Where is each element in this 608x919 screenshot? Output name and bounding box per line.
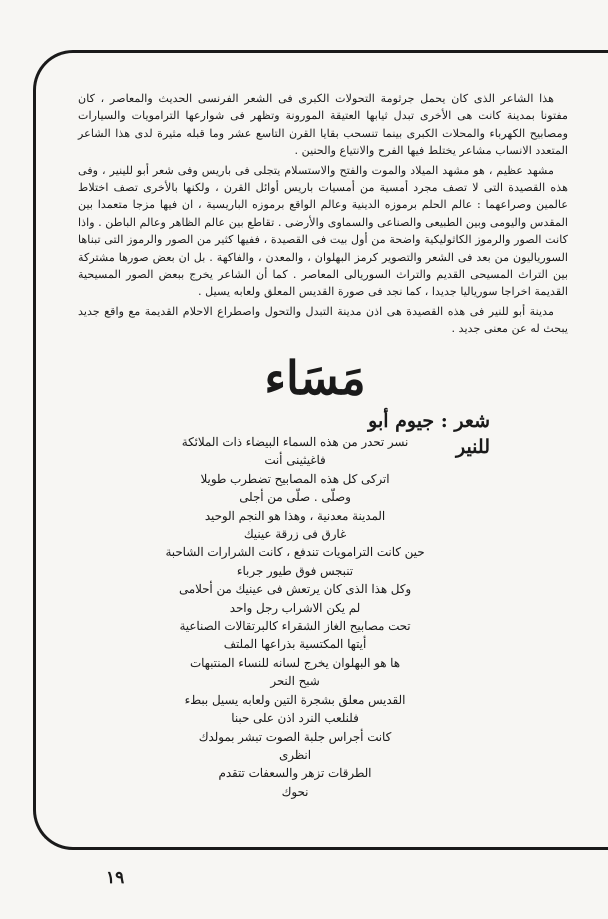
poem-line: نسر تحدر من هذه السماء البيضاء ذات الملائكة — [181, 435, 409, 449]
poem-line: فلنلعب النرد اذن على حبنا — [231, 711, 359, 726]
poem-line: المدينة معدنية ، وهذا هو النجم الوحيد — [204, 508, 386, 523]
poem-line: شبح النحر — [270, 674, 320, 689]
poem-line: تنبجس فوق طيور جرباء — [236, 563, 354, 578]
poem-line: كانت أجراس جلبة الصوت تبشر بمولدك — [198, 729, 392, 744]
poem-line: لم يكن الاشراب رجل واحد — [229, 600, 361, 615]
poem-line: ها هو البهلوان يخرج لسانه للنساء المنتبهات — [189, 655, 401, 670]
poem-line: حين كانت الترامويات تندفع ، كانت الشرارات الشاحبة — [165, 545, 425, 560]
poem-line: تحت مصابيح الغاز الشقراء كالبرتقالات الصناعية — [179, 619, 411, 634]
intro-prose — [78, 90, 568, 340]
poem-line: وكل هذا الذى كان يرتعش فى عينيك من أحلامى — [178, 582, 412, 597]
poem-line: نحوك — [281, 784, 309, 799]
page-number: ١٩ — [106, 868, 125, 888]
poem-body — [150, 433, 440, 801]
prose-paragraph-1: هذا الشاعر الذى كان يحمل جرثومة التحولات الكبرى فى الشعر الفرنسى الحديث والمعاصر ، كان مفتونا بمدينة كانت هى الأخرى تبدل ثيابها العتيقة المورونة وتظهر فى شوارعها الترامويات والسيارات ومصابيح الكهرباء والمحلات الكبرى بينما تنسحب بقايا القرن التاسع عشر وما قبله مثيرة لدى هذا الشاعر المتعدد الانساب مشاعر يختلط فيها الفرح والانتياع والحنين . — [78, 92, 568, 158]
poem-title: مَسَاء — [264, 351, 366, 405]
poem-line: اتركى كل هذه المصابيح تضطرب طويلا — [200, 471, 390, 486]
poem-line: غارق فى زرقة عينيك — [243, 527, 347, 542]
poem-line: الطرقات تزهر والسعفات تتقدم — [218, 766, 372, 781]
poem-line: القديس معلق بشجرة التين ولعابه يسيل ببطء — [184, 692, 406, 707]
poem-byline: شعر : جيوم أبو للنير — [368, 410, 490, 458]
poem-line: فاغيثينى أنت — [264, 453, 326, 468]
prose-paragraph-3: مدينة أبو للنير فى هذه القصيدة هى اذن مدينة التبدل والتحول واصطراع الاحلام القديمة مع واقع جديد يبحث له عن معنى جديد . — [78, 304, 568, 336]
poem-line: أيتها المكتسية بذراعها الملتف — [223, 637, 367, 652]
poem-line: انظرى — [279, 747, 311, 762]
prose-paragraph-2: مشهد عظيم ، هو مشهد الميلاد والموت والفتح والاستسلام يتجلى فى باريس وفى شعر أبو للينير ، وفى هذه القصيدة التى لا تصف مجرد أمسية من أمسيات باريس أوائل القرن ، ولكنها بالأخرى تصف اختلاط عالمين وصراعهما : عالم الحلم برموزه الدينية وعالم الواقع برموزه الباريسية ، ان فيها مزجا متعمدا بين المقدس واليومى وبين الطبيعى والصناعى والسماوى والأرضى . تقاطع بين عالم الظاهر وعالم الباطن . واذا كانت الصور والرموز الكاثوليكية واضحة من أول بيت فى القصيدة ، ففيها كثير من الصور والرموز التى تبناها السورياليون من بعد فى الشعر والتصوير كرمز البهلوان ، والمعدن ، والفاكهة . بل ان بعض صورها مشتركة بين التراث المسيحى القديم والتراث السوريالى المعاصر . كما أن الشاعر يخرج ببعض الصور المسيحية القديمة اخراجا سورياليا جديدا ، كما نجد فى صورة القديس المعلق ولعابه يسيل . — [78, 163, 568, 299]
poem-line: وصلّى . صلّى من أجلى — [239, 490, 351, 505]
